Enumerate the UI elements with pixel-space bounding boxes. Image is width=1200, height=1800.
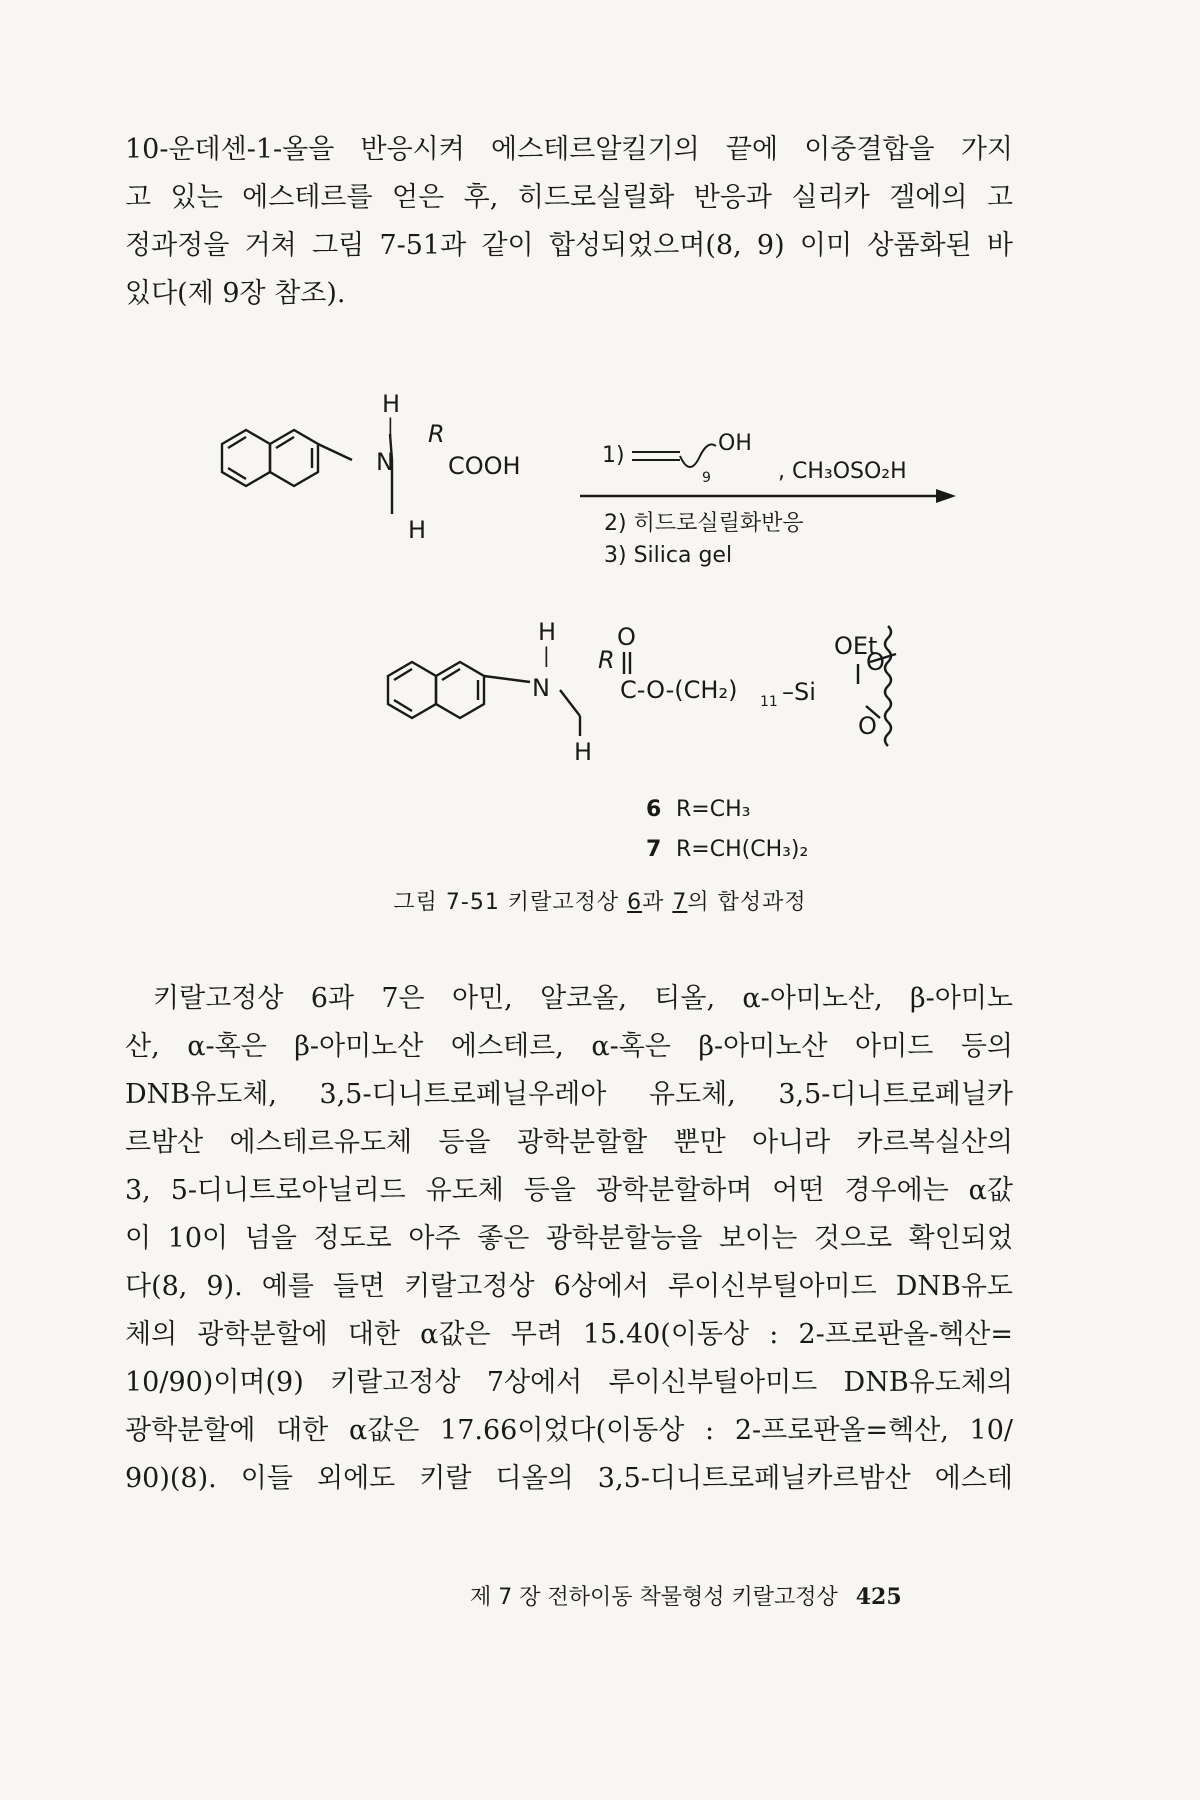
body-paragraph	[125, 975, 1013, 1503]
running-head: 제 7 장 전하이동 착물형성 키랄고정상	[470, 1585, 838, 1610]
reactant-structure	[222, 430, 392, 514]
text-line: 산, α-혹은 β-아미노산 에스테르, α-혹은 β-아미노산 아미드 등의	[125, 1031, 1013, 1062]
compound-ref: 6	[627, 890, 643, 915]
reagent-list	[602, 431, 907, 568]
atom-label: H	[538, 618, 557, 646]
compound-ref: 7	[672, 890, 688, 915]
text-line: 3, 5-디니트로아닐리드 유도체 등을 광학분할하며 어떤 경우에는 α값	[125, 1175, 1013, 1206]
atom-label: N	[532, 674, 550, 702]
compound-number: 6	[646, 797, 662, 822]
text-line: DNB유도체, 3,5-디니트로페닐우레아 유도체, 3,5-디니트로페닐카	[125, 1079, 1013, 1110]
text-line: 있다(제 9장 참조).	[125, 278, 346, 309]
text-line: 90)(8). 이들 외에도 키랄 디올의 3,5-디니트로페닐카르밤산 에스테	[125, 1463, 1013, 1494]
chain-subscript: 11	[760, 694, 778, 710]
text-line: 이 10이 넘을 정도로 아주 좋은 광학분할능을 보이는 것으로 확인되었	[125, 1223, 1013, 1254]
page-footer	[470, 1580, 970, 1611]
atom-label: N	[376, 448, 394, 476]
bond-mark: |	[543, 643, 550, 667]
reaction-arrow	[580, 489, 956, 503]
text-line: 다(8, 9). 예를 들면 키랄고정상 6상에서 루이신부틸아미드 DNB유도	[125, 1271, 1013, 1302]
text-line: 키랄고정상 6과 7은 아민, 알코올, 티올, α-아미노산, β-아미노	[153, 983, 1013, 1014]
text-line: 10/90)이며(9) 키랄고정상 7상에서 루이신부틸아미드 DNB유도체의	[125, 1367, 1013, 1398]
figure-caption	[0, 885, 1200, 916]
reagent-step-3: 3) Silica gel	[604, 543, 733, 568]
page-number: 425	[855, 1584, 902, 1610]
acid-reagent: , CH₃OSO₂H	[778, 459, 907, 484]
compound-formula: R=CH₃	[676, 797, 751, 822]
atom-label: R	[598, 646, 615, 674]
naphthalene-ring	[388, 662, 484, 718]
bond-mark: |	[387, 414, 394, 438]
silica-surface	[885, 626, 891, 746]
hydroxyl-label: OH	[718, 431, 752, 456]
alkene-chain	[632, 444, 716, 467]
ethoxy-label: OEt	[834, 632, 878, 660]
reactant-labels	[376, 390, 521, 544]
text-line: 10-운데센-1-올을 반응시켜 에스테르알킬기의 끝에 이중결합을 가지	[125, 134, 1013, 165]
atom-label: H	[574, 738, 593, 766]
text-line: 광학분할에 대한 α값은 17.66이었다(이동상 : 2-프로판올=헥산, 10/	[125, 1415, 1013, 1446]
atom-label: H	[408, 516, 427, 544]
caption-suffix: 의 합성과정	[687, 890, 807, 915]
naphthalene-ring	[222, 430, 318, 486]
compound-number: 7	[646, 837, 662, 862]
caption-prefix: 그림 7-51 키랄고정상	[393, 890, 628, 915]
text-line: 르밤산 에스테르유도체 등을 광학분할할 뿐만 아니라 카르복실산의	[125, 1127, 1013, 1158]
compound-list	[646, 797, 808, 862]
atom-label: R	[428, 420, 445, 448]
ester-chain: C-O-(CH₂)	[620, 676, 738, 704]
atom-label: O	[858, 712, 877, 740]
reagent-step-1: 1)	[602, 443, 625, 468]
text-line: 고 있는 에스테르를 얻은 후, 히드로실릴화 반응과 실리카 겔에의 고	[125, 182, 1013, 213]
atom-label: H	[382, 390, 401, 418]
atom-label: O	[617, 623, 636, 651]
atom-label: COOH	[448, 452, 521, 480]
silicon-label: –Si	[782, 678, 816, 706]
caption-mid: 과	[642, 890, 673, 915]
text-line: 정과정을 거쳐 그림 7-51과 같이 합성되었으며(8, 9) 이미 상품화된 바	[125, 230, 1013, 261]
reagent-step-2: 2) 히드로실릴화반응	[604, 511, 804, 536]
chain-subscript: 9	[702, 470, 711, 486]
atom-label: O	[866, 648, 885, 676]
text-line: 체의 광학분할에 대한 α값은 무려 15.40(이동상 : 2-프로판올-헥산=	[125, 1319, 1013, 1350]
compound-formula: R=CH(CH₃)₂	[676, 837, 809, 862]
product-labels	[532, 618, 885, 766]
